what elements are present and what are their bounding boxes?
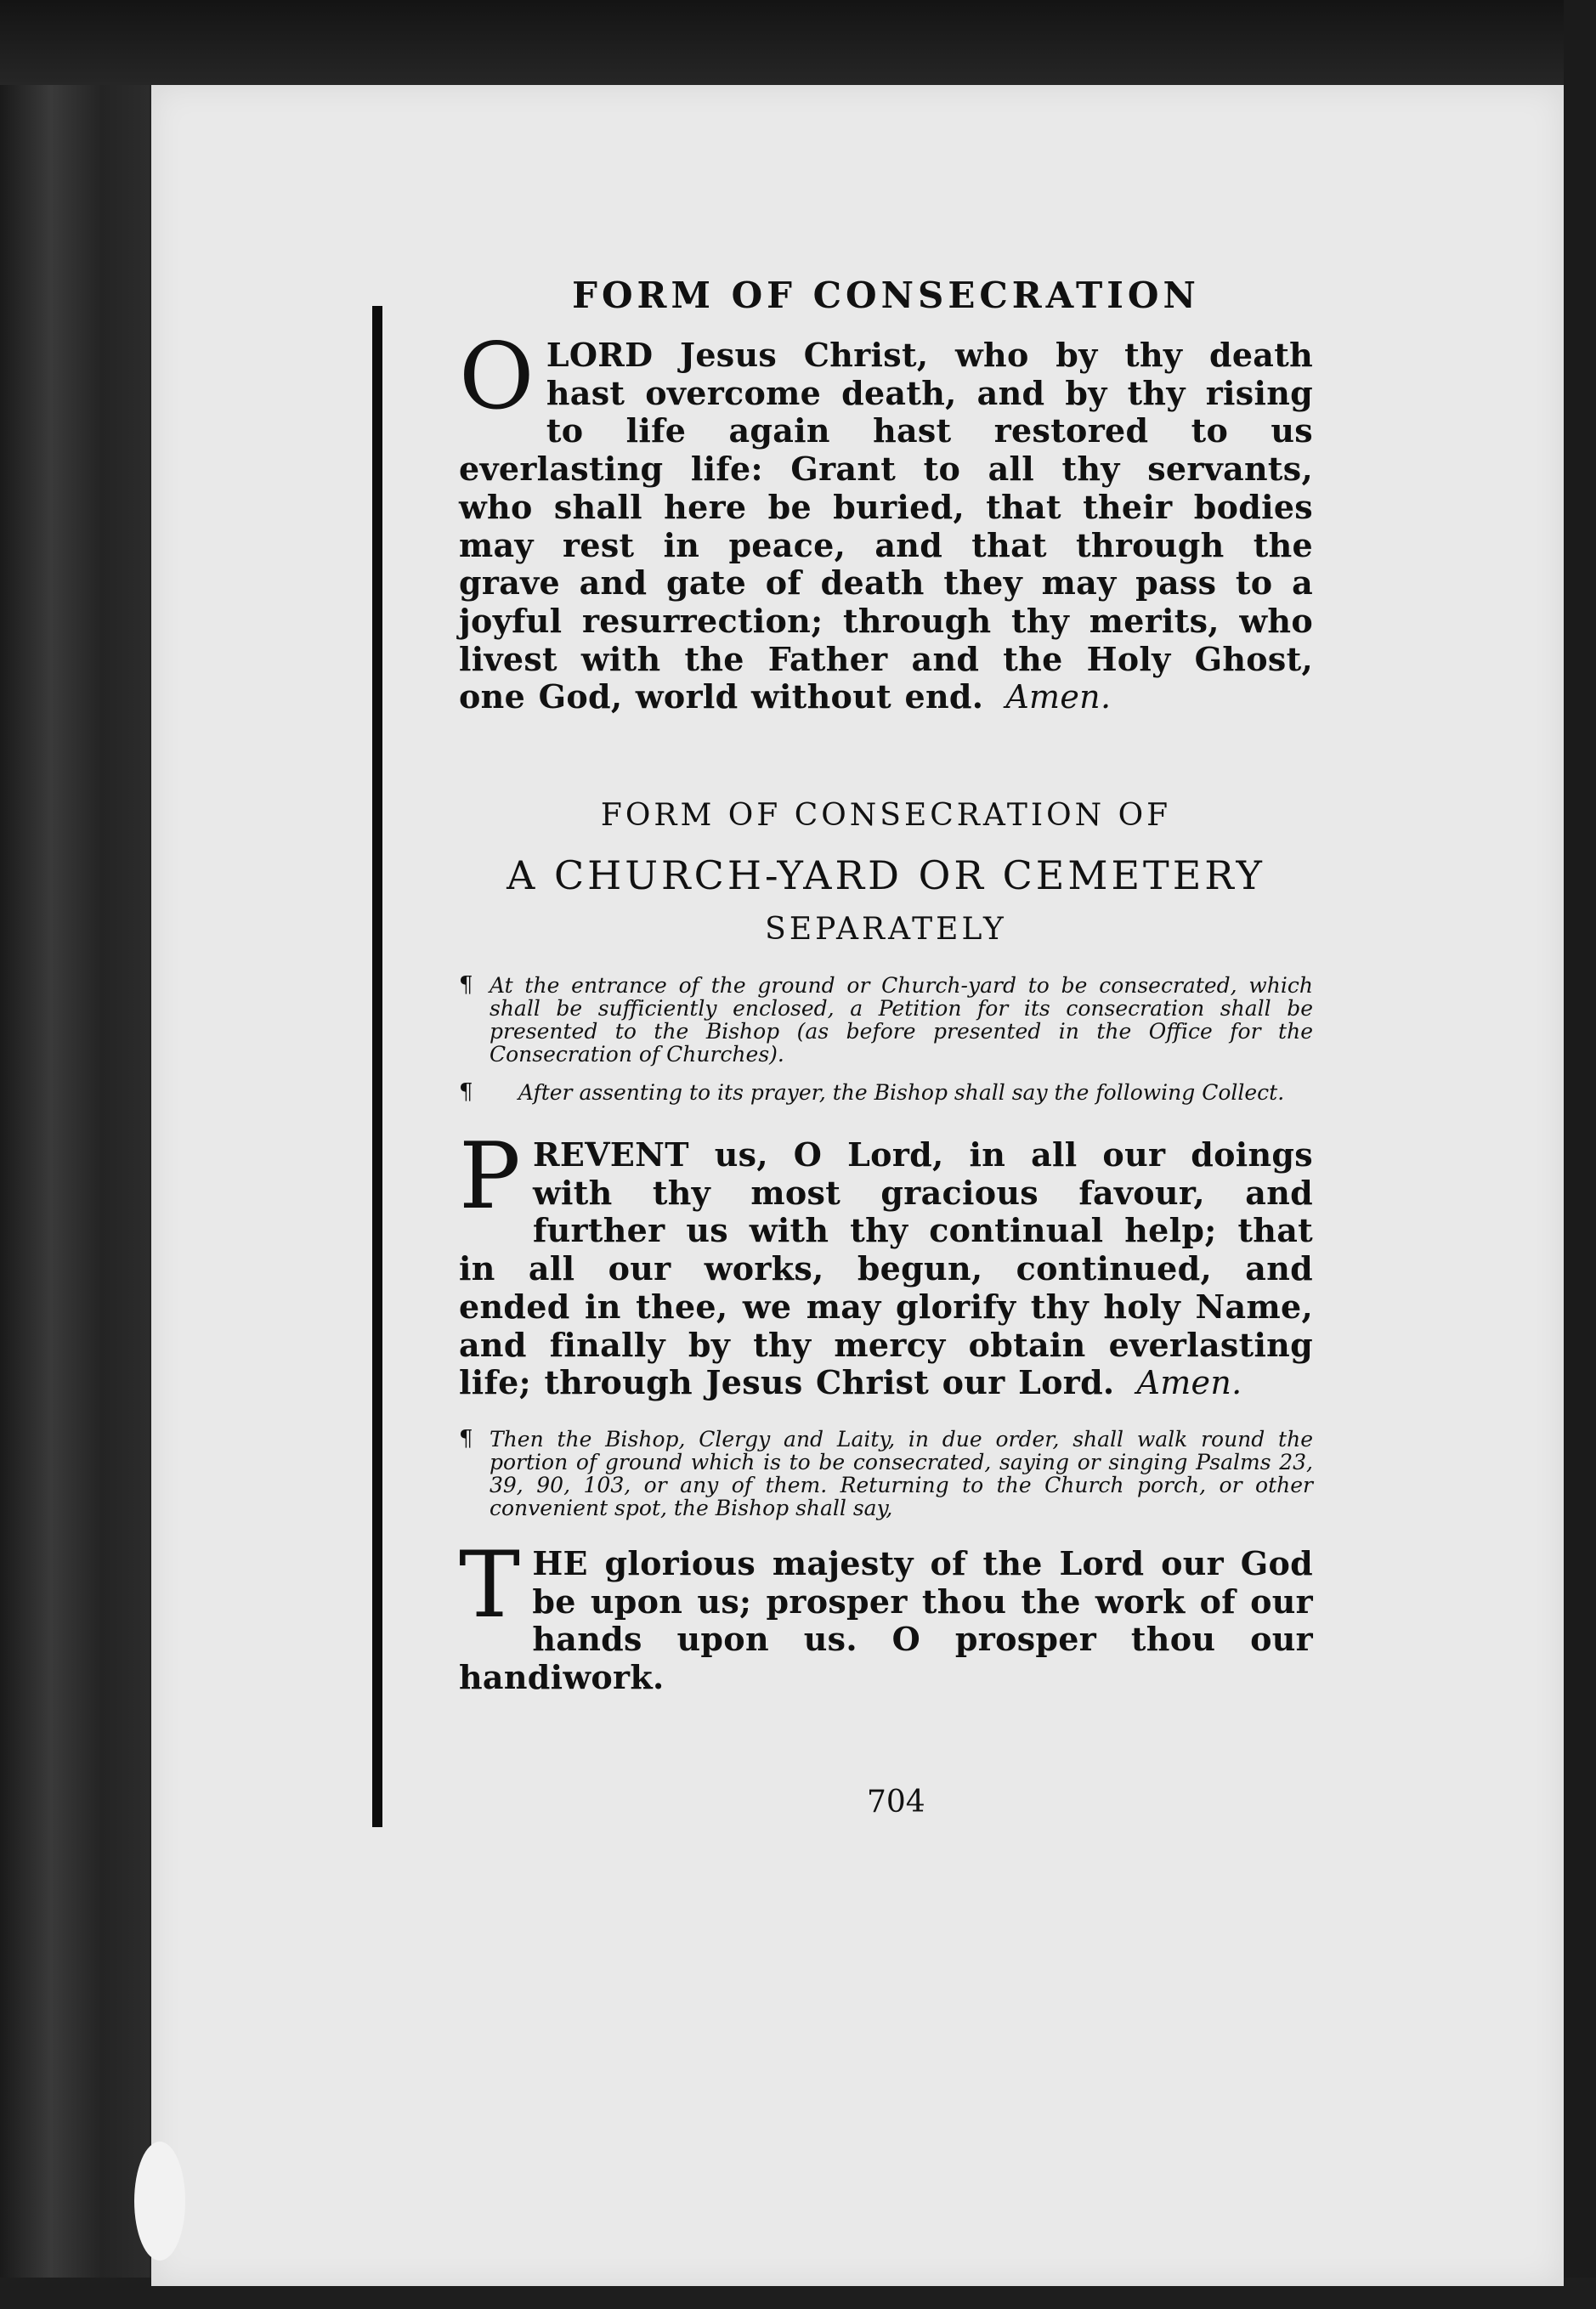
form-heading: FORM OF CONSECRATION OF <box>600 798 1172 834</box>
collect-paragraph-2 <box>459 1123 1313 1402</box>
pilcrow-icon: ¶ <box>459 972 473 999</box>
form-subtitle: SEPARATELY <box>765 912 1007 948</box>
rubric-1 <box>459 974 1313 1066</box>
collect-paragraph-1 <box>459 324 1313 716</box>
form-title: A CHURCH-YARD OR CEMETERY <box>507 852 1265 899</box>
page-number: 704 <box>867 1785 925 1819</box>
rubric-text: Then the Bishop, Clergy and Laity, in due order, shall walk round the portion of ground which is to be consecrated, saying or singing Psalms 23, 39, 90, 103, or any of them. Returning to the Church porch, or other convenient spot, the Bishop shall say, <box>490 1426 1313 1520</box>
rubric-3 <box>459 1425 1313 1520</box>
rubric-text: At the entrance of the ground or Church-yard to be consecrated, which shall be sufficiently enclosed, a Petition for its consecration shall be presented to the Bishop (as before presented in the Office for the Consecration of Churches). <box>490 973 1313 1067</box>
amen: Amen. <box>1136 1364 1242 1402</box>
amen: Amen. <box>1005 678 1112 716</box>
drop-cap: T <box>459 1531 521 1638</box>
paragraph-text: REVENT us, O Lord, in all our doings with thy most gracious favour, and further us with thy continual help; that in all our works, begun, continued, and ended in thee, we may glorify thy holy Name, and finally by thy mercy obtain everlasting life; through Jesus Christ our Lord. <box>459 1135 1313 1402</box>
margin-rule <box>372 306 382 1827</box>
scan-right-border <box>1564 0 1596 2309</box>
rubric-text: After assenting to its prayer, the Bishop shall say the following Collect. <box>518 1080 1285 1106</box>
paragraph-text: LORD Jesus Christ, who by thy death hast overcome death, and by thy rising to life again hast restored to us everlasting life: Grant to all thy servants, who shall here be buried, that their bodies may rest in peace, and that through the grave and gate of death they may pass to a joyful resurrection; through thy merits, who livest with the Father and the Holy Ghost, one God, world without end. <box>459 336 1313 716</box>
drop-cap: P <box>459 1123 521 1231</box>
paragraph-text: HE glorious majesty of the Lord our God be upon us; prosper thou the work of our hands upon us. O prosper thou our handiwork. <box>459 1543 1313 1697</box>
page-edge-damage <box>134 2142 185 2261</box>
rubric-2 <box>459 1081 1313 1104</box>
scan-top-border <box>0 0 1596 85</box>
drop-cap: O <box>459 324 535 430</box>
pilcrow-icon: ¶ <box>459 1425 473 1452</box>
section-heading: FORM OF CONSECRATION <box>572 274 1200 316</box>
text-column <box>459 272 1313 1697</box>
collect-paragraph-3 <box>459 1531 1313 1697</box>
pilcrow-icon: ¶ <box>459 1079 473 1106</box>
